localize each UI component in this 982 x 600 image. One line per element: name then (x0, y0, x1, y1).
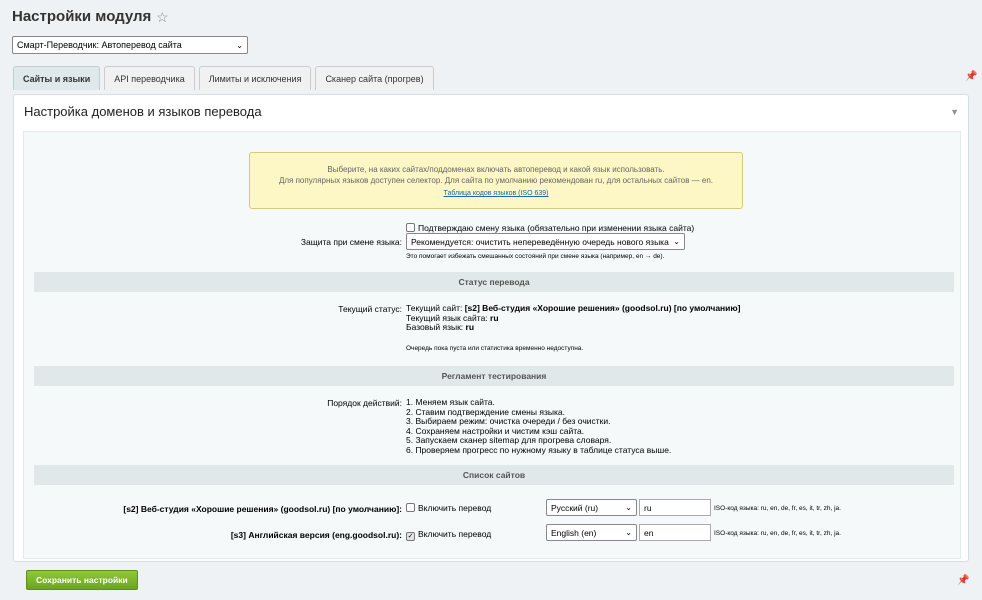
chevron-down-icon: ⌄ (625, 528, 632, 537)
enable-checkbox[interactable]: ✓ (407, 533, 414, 540)
current-language-value: ru (490, 312, 499, 323)
site-row-name: [s3] Английская версия (eng.goodsol.ru): (230, 530, 402, 540)
tab-bar (13, 66, 434, 90)
language-select-s3[interactable] (546, 524, 637, 541)
settings-panel (13, 94, 969, 562)
queue-note: Очередь пока пуста или статистика временно недоступна. (406, 345, 584, 352)
confirm-checkbox[interactable] (406, 223, 415, 232)
module-select-value: Смарт-Переводчик: Автоперевод сайта (17, 40, 182, 50)
current-site-prefix: Текущий сайт: (406, 303, 465, 313)
chevron-down-icon: ⌄ (673, 237, 680, 246)
testing-steps (406, 398, 671, 456)
enable-translation-s3[interactable] (406, 529, 491, 541)
section-title: Настройка доменов и языков перевода (24, 104, 262, 119)
step-item: 3. Выбираем режим: очистка очереди / без очистки. (406, 416, 611, 427)
enable-translation-s2[interactable] (406, 503, 491, 513)
page-title: Настройки модуля (12, 8, 152, 25)
testing-band: Регламент тестирования (34, 366, 954, 386)
sites-band: Список сайтов (34, 465, 954, 485)
tab-limits[interactable]: Лимиты и исключения (199, 66, 312, 90)
save-settings-button[interactable]: Сохранить настройки (26, 570, 138, 590)
iso-codes-link[interactable]: Таблица кодов языков (ISO 639) (443, 190, 549, 197)
status-label: Текущий статус: (338, 304, 402, 314)
confirm-label: Подтверждаю смену языка (обязательно при изменении языка сайта) (418, 223, 695, 233)
iso-hint: ISO-код языка: ru, en, de, fr, es, it, tr, zh, ja. (714, 505, 841, 512)
testing-label: Порядок действий: (327, 398, 402, 408)
info-notice (249, 152, 743, 209)
tab-scanner[interactable]: Сканер сайта (прогрев) (315, 66, 433, 90)
pin-icon[interactable]: 📌 (965, 71, 978, 82)
protection-select[interactable] (406, 233, 685, 250)
tab-sites-languages[interactable]: Сайты и языки (13, 66, 100, 90)
protection-label: Защита при смене языка: (300, 237, 402, 247)
enable-label: Включить перевод (418, 529, 492, 539)
status-band: Статус перевода (34, 272, 954, 292)
language-select-value: Русский (ru) (551, 502, 599, 513)
favorite-star-icon[interactable]: ☆ (156, 9, 169, 25)
protection-hint: Это помогает избежать смешанных состояний при смене языка (например, en → de). (406, 253, 665, 260)
protection-select-value: Рекомендуется: очистить непереведённую очередь нового языка (411, 236, 669, 247)
current-language-prefix: Текущий язык сайта: (406, 312, 491, 323)
base-language-prefix: Базовый язык: (406, 322, 466, 333)
confirm-language-change[interactable] (406, 223, 694, 233)
notice-line-1: Выберите, на каких сайтах/поддоменах включать автоперевод и какой язык использовать. (327, 165, 665, 174)
collapse-arrow-icon[interactable]: ▼ (950, 107, 959, 117)
step-item: 2. Ставим подтверждение смены языка. (406, 406, 565, 417)
step-item: 5. Запускаем сканер sitemap для прогрева словаря. (406, 435, 612, 446)
site-row-name: [s2] Веб-студия «Хорошие решения» (goodsol.ru) [по умолчанию]: (123, 504, 402, 514)
enable-label: Включить перевод (418, 503, 492, 513)
enable-checkbox[interactable] (406, 503, 415, 512)
step-item: 4. Сохраняем настройки и чистим кэш сайта. (406, 425, 585, 436)
current-site-value: [s2] Веб-студия «Хорошие решения» (goodsol.ru) [по умолчанию] (464, 303, 741, 313)
pin-icon[interactable]: 📌 (957, 575, 970, 586)
settings-body (23, 131, 961, 559)
language-select-s2[interactable] (546, 499, 637, 516)
language-select-value: English (en) (551, 527, 597, 538)
module-select[interactable] (12, 36, 248, 54)
tab-api[interactable]: API переводчика (104, 66, 195, 90)
language-code-input-s2[interactable]: ru (639, 499, 711, 516)
notice-line-2: Для популярных языков доступен селектор. Для сайта по умолчанию рекомендован ru, для остальных сайтов — en. (278, 176, 714, 185)
step-item: 1. Меняем язык сайта. (406, 397, 495, 407)
chevron-down-icon: ⌄ (625, 503, 632, 512)
language-code-input-s3[interactable]: en (639, 524, 711, 541)
base-language-value: ru (465, 322, 475, 333)
status-values (406, 304, 741, 333)
chevron-down-icon: ⌄ (236, 40, 243, 50)
step-item: 6. Проверяем прогресс по нужному языку в таблице статуса выше. (406, 444, 672, 455)
iso-hint: ISO-код языка: ru, en, de, fr, es, it, tr, zh, ja. (714, 530, 841, 537)
